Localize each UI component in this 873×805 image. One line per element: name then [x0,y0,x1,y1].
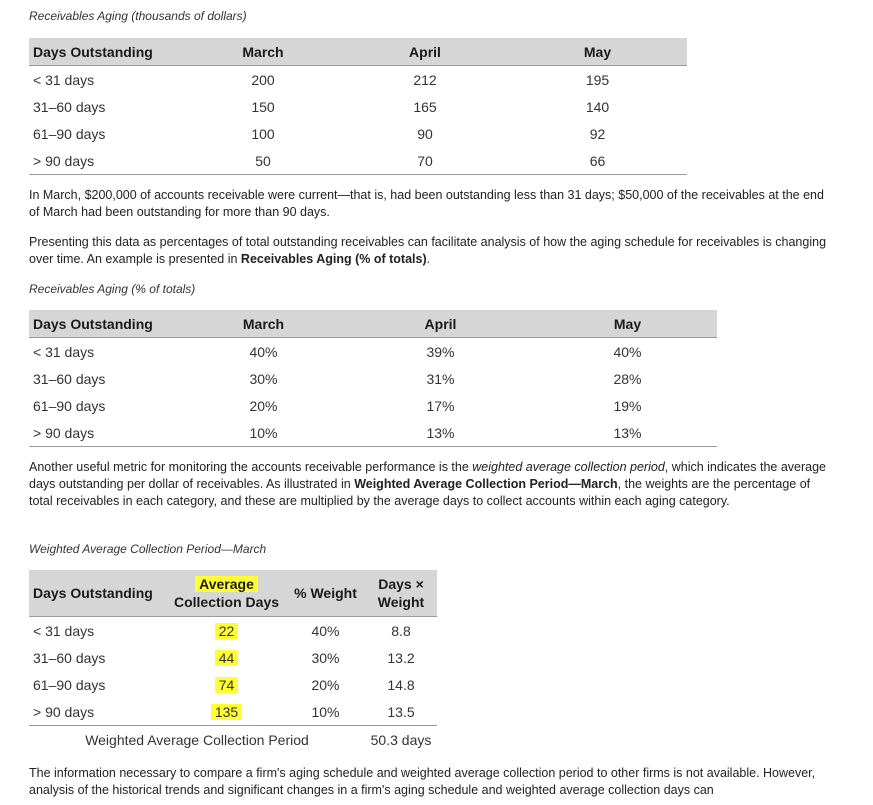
table-total-row [29,726,437,754]
table-cell: > 90 days [29,698,167,726]
table-cell: 66 [508,147,687,175]
total-value: 50.3 days [370,731,432,748]
table-cell: 195 [585,71,610,88]
table-cell: 200 [251,71,275,88]
header-text: Collection Days [173,594,280,610]
paragraph-march-receivables: In March, $200,000 of accounts receivable were current—that is, had been outstanding less than 31 days; $50,000 of the receivables at the end of March had been outstanding for more than 90 days. [29,188,824,219]
header-text: Days × [378,576,424,592]
total-label: Weighted Average Collection Period [85,731,309,748]
table-cell: 10% [286,698,365,726]
header-text: Weight [377,594,425,610]
table-row [29,644,437,671]
column-header: Days Outstanding [29,38,184,66]
column-header: May [508,38,687,66]
table-cell: 61–90 days [33,125,106,142]
table-row [29,338,717,366]
table-row [29,392,717,419]
table-cell: 19% [613,397,642,414]
table2-caption: Receivables Aging (% of totals) [29,282,196,296]
table-cell: 20% [249,397,278,414]
column-header: April [342,38,508,66]
table-row [29,120,687,147]
column-header: Days Outstanding [29,570,167,617]
paragraph-text: , the weights are the percentage of total receivables in each category, and these are multiplied by the average days to collect accounts within each aging category. [29,477,811,508]
table-cell: 31–60 days [33,98,106,115]
table-cell [167,671,286,698]
paragraph-text: Presenting this data as percentages of total outstanding receivables can facilitate analysis of how the aging schedule for receivables is changing over time. An example is presented in [29,235,827,266]
table-cell: > 90 days [29,147,184,175]
column-header: % Weight [286,570,365,617]
column-header: May [538,310,717,338]
paragraph-text: Another useful metric for monitoring the accounts receivable performance is the [29,460,473,474]
table-cell: 31–60 days [33,649,106,666]
highlighted-value: 44 [215,650,239,666]
table-cell: 92 [589,125,606,142]
table-cell: 10% [184,419,343,447]
table-row [29,147,687,175]
table-cell: 31–60 days [33,370,106,387]
table-cell: 140 [585,98,610,115]
column-header: March [184,38,342,66]
table-cell: 39% [426,343,455,360]
highlighted-value: 74 [215,677,239,693]
table-cell [167,617,286,645]
term-emphasis: weighted average collection period [472,460,665,474]
table-cell: 14.8 [387,676,415,693]
column-header: April [343,310,538,338]
table-row [29,66,687,94]
paragraph-percentages [29,234,829,268]
receivables-aging-table [29,38,687,175]
table-cell [167,698,286,726]
table-cell: 8.8 [391,622,411,639]
table-cell: 100 [251,125,275,142]
table-cell: 30% [249,370,278,387]
paragraph-text: , which indicates the average days outstanding per dollar of receivables. As illustrated in [29,460,826,491]
highlighted-header-text: Average [195,576,258,592]
paragraph-text: . [426,252,431,266]
table-row [29,365,717,392]
column-header-average-collection-days [167,570,286,617]
table-cell: 40% [249,343,278,360]
column-header-days-weight [365,570,437,617]
table-cell [167,644,286,671]
table-cell: > 90 days [29,419,184,447]
table-cell: 31% [426,370,455,387]
column-header: March [184,310,343,338]
paragraph-weighted-average [29,459,829,510]
table-header-row [29,38,687,66]
table-cell: 165 [413,98,437,115]
table-cell: 17% [426,397,455,414]
table-cell: 28% [613,370,642,387]
table-cell: 40% [311,622,340,639]
table1-caption: Receivables Aging (thousands of dollars) [29,9,247,23]
table-row [29,617,437,645]
table-row [29,419,717,447]
table-cell: 40% [613,343,642,360]
table-cell: 90 [417,125,433,142]
table-cell: 61–90 days [33,397,106,414]
table-cell: 30% [311,649,340,666]
table-header-row [29,570,437,617]
paragraph-comparison: The information necessary to compare a firm's aging schedule and weighted average collection period to other firms is not available. However, analysis of the historical trends and significant changes in a firm's aging schedule and weighted average collection days can [29,766,816,797]
table-cell: 13% [343,419,538,447]
table-cell: 70 [342,147,508,175]
table-cell: 212 [413,71,437,88]
table-cell: 13.2 [387,649,415,666]
table-reference-link: Receivables Aging (% of totals) [240,252,427,266]
column-header: Days Outstanding [29,310,184,338]
table-cell: 150 [251,98,275,115]
table-cell: < 31 days [33,71,95,88]
table-cell: 50 [184,147,342,175]
table-row [29,93,687,120]
highlighted-value: 22 [215,623,239,639]
table-cell: < 31 days [33,622,95,639]
table-cell: 61–90 days [33,676,106,693]
table-row [29,671,437,698]
table-cell: 13.5 [365,698,437,726]
table-header-row [29,310,717,338]
table3-caption: Weighted Average Collection Period—March [29,542,267,556]
table-cell: < 31 days [33,343,95,360]
table-reference-link: Weighted Average Collection Period—March [354,477,618,491]
table-cell: 20% [311,676,340,693]
receivables-aging-percent-table [29,310,717,447]
table-row [29,698,437,726]
highlighted-value: 135 [211,704,242,720]
weighted-average-collection-table [29,570,437,753]
table-cell: 13% [538,419,717,447]
